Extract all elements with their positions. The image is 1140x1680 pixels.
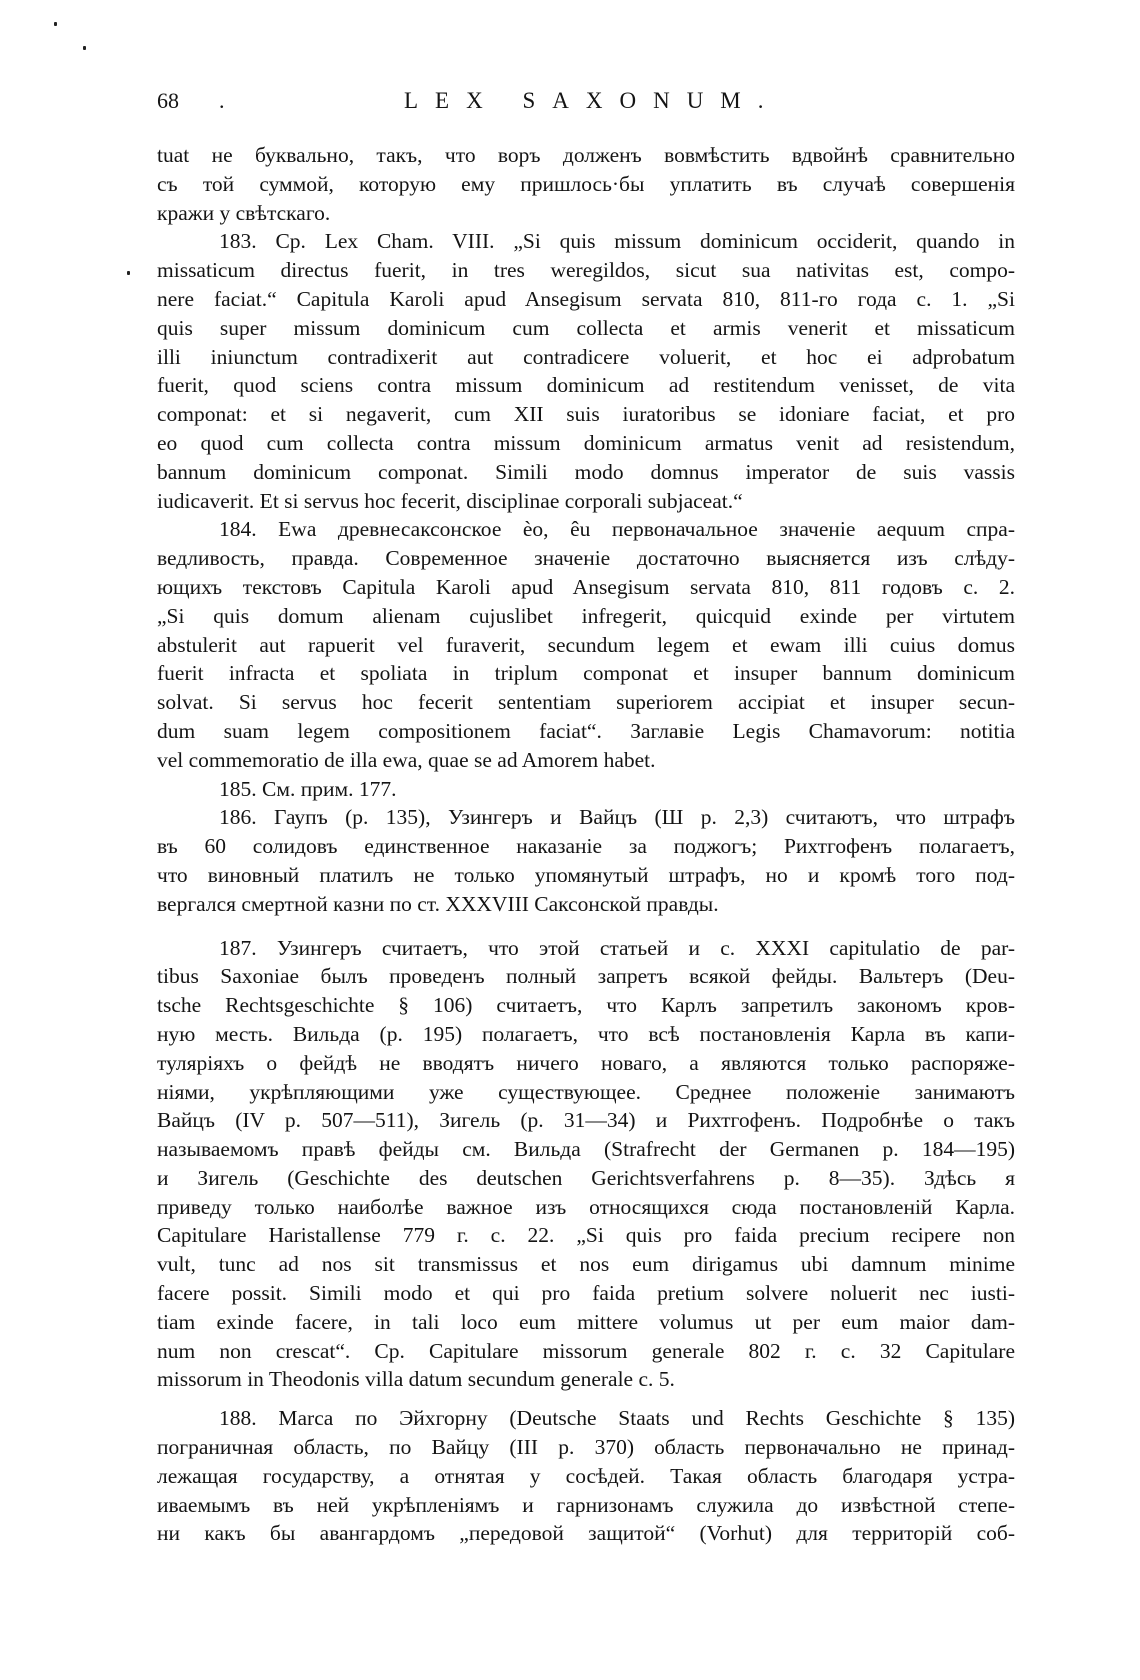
text-line: ни какъ бы авангардомъ „передовой защитой“ (Vorhut) для территорій соб- [157, 1521, 1015, 1546]
text-line: abstulerit aut rapuerit vel furaverit, secundum legem et ewam illi cuius domus [157, 632, 1015, 657]
text-line: 184. Ewa древнесаксонское èo, êu первоначальное значеніе aequum спра- [219, 517, 1015, 542]
text-line: vel commemoratio de illa ewa, quae se ad Amorem habet. [157, 747, 656, 772]
text-line: tsche Rechtsgeschichte § 106) считаетъ, что Карлъ запретилъ закономъ кров- [157, 993, 1015, 1018]
text-line: ющихъ текстовъ Capitula Karoli apud Ansegisum servata 810, 811 годовъ с. 2. [157, 574, 1015, 599]
text-line: съ той суммой, которую ему пришлось·бы уплатить въ случаѣ совершенія [157, 171, 1015, 196]
text-line: iudicaverit. Et si servus hoc fecerit, disciplinae corporali subjaceat.“ [157, 488, 743, 513]
text-line: лежащая государству, а отнятая у сосѣдей. Такая область благодаря устра- [157, 1463, 1015, 1488]
text-line: что виновный платилъ не только упомянутый штрафъ, но и кромѣ того под- [157, 862, 1015, 887]
footnote-paragraph [157, 141, 1015, 227]
text-line: tiam exinde facere, in tali loco eum mittere volumus ut per eum maior dam- [157, 1309, 1015, 1334]
text-line: illi iniunctum contradixerit aut contradicere voluerit, et hoc ei adprobatum [157, 344, 1015, 369]
text-line: 188. Marca по Эйхгорну (Deutsche Staats und Rechts Geschichte § 135) [219, 1406, 1015, 1431]
text-line: Capitulare Haristallense 779 г. с. 22. „Si quis pro faida precium recipere non [157, 1223, 1015, 1248]
text-line: 183. Ср. Lex Cham. VIII. „Si quis missum dominicum occiderit, quando in [219, 229, 1015, 254]
text-line: вергался смертной казни по ст. XXXVIII Саксонской правды. [157, 891, 719, 916]
text-line: dum suam legem compositionem faciat“. Заглавіе Legis Chamavorum: notitia [157, 718, 1015, 743]
text-line: туляріяхъ о фейдѣ не вводятъ ничего новаго, а являются только распоряже- [157, 1050, 1015, 1075]
scan-speck [127, 271, 130, 275]
page-number: 68 [157, 88, 179, 113]
text-line: vult, tunc ad nos sit transmissus et nos eum dirigamus ubi damnum minime [157, 1252, 1015, 1277]
text-line: „Si quis domum alienam cujuslibet infregerit, quicquid exinde per virtutem [157, 603, 1015, 628]
text-line: tibus Saxoniae былъ проведенъ полный запретъ всякой фейды. Вальтеръ (Deu- [157, 964, 1015, 989]
text-line: въ 60 солидовъ единственное наказаніе за поджогъ; Рихтгофенъ полагаетъ, [157, 834, 1015, 859]
running-title: LEX SAXONUM. [404, 88, 781, 113]
text-line: num non crescat“. Ср. Capitulare missorum generale 802 г. с. 32 Capitulare [157, 1338, 1015, 1363]
text-line: componat: et si negaverit, cum XII suis iuratoribus se idoniare faciat, et pro [157, 402, 1015, 427]
footnote-paragraph [157, 775, 1015, 804]
text-line: solvat. Si servus hoc fecerit sententiam superiorem accipiat et insuper secun- [157, 690, 1015, 715]
text-line: ведливость, правда. Современное значеніе достаточно выясняется изъ слѣду- [157, 546, 1015, 571]
text-line: nere faciat.“ Capitula Karoli apud Ansegisum servata 810, 811-го года с. 1. „Si [157, 286, 1015, 311]
page-body [157, 141, 1015, 1548]
text-line: facere possit. Simili modo et qui pro faida pretium solvere noluerit nec iusti- [157, 1281, 1015, 1306]
text-line: иваемымъ въ ней укрѣпленіямъ и гарнизонамъ служила до извѣстной степе- [157, 1492, 1015, 1517]
text-line: missorum in Theodonis villa datum secundum generale с. 5. [157, 1367, 675, 1392]
footnote-paragraph [157, 515, 1015, 774]
text-line: ніями, укрѣпляющими уже существующее. Среднее положеніе занимаютъ [157, 1079, 1015, 1104]
text-line: кражи у свѣтскаго. [157, 200, 331, 225]
text-line: называемомъ правѣ фейды см. Вильда (Strafrecht der Germanen p. 184—195) [157, 1137, 1015, 1162]
text-line: eo quod cum collecta contra missum dominicum armatus venit ad resistendum, [157, 430, 1015, 455]
footnote-paragraph [157, 934, 1015, 1395]
footnote-paragraph [157, 803, 1015, 918]
text-line: bannum dominicum componat. Simili modo domnus imperator de suis vassis [157, 459, 1015, 484]
text-line: 186. Гаупъ (p. 135), Узингеръ и Вайцъ (Ш p. 2,3) считаютъ, что штрафъ [219, 805, 1015, 830]
text-line: fuerit, quod sciens contra missum dominicum ad restitendum venisset, de vita [157, 373, 1015, 398]
text-line: fuerit infracta et spoliata in triplum componat et insuper bannum dominicum [157, 661, 1015, 686]
header-separator: . [219, 88, 225, 113]
text-line: missaticum directus fuerit, in tres weregildos, sicut sua nativitas est, compo- [157, 258, 1015, 283]
text-line: пограничная область, по Вайцу (III p. 370) область первоначально не принад- [157, 1435, 1015, 1460]
text-line: Вайцъ (IV p. 507—511), Зигель (p. 31—34) и Рихтгофенъ. Подробнѣе о такъ [157, 1108, 1015, 1133]
scan-speck [54, 22, 57, 26]
scan-speck [83, 46, 86, 50]
text-line: и Зигель (Geschichte des deutschen Gerichtsverfahrens p. 8—35). Здѣсь я [157, 1165, 1015, 1190]
text-line: quis super missum dominicum cum collecta et armis venerit et missaticum [157, 315, 1015, 340]
text-line: 185. См. прим. 177. [219, 776, 397, 801]
footnote-paragraph [157, 1404, 1015, 1548]
page-header [157, 88, 1015, 118]
footnote-paragraph [157, 227, 1015, 515]
text-line: приведу только наиболѣе важное изъ относящихся сюда постановленій Карла. [157, 1194, 1015, 1219]
text-line: tuat не буквально, такъ, что воръ долженъ вовмѣстить вдвойнѣ сравнительно [157, 143, 1015, 167]
text-line: ную месть. Вильда (p. 195) полагаетъ, что всѣ постановленія Карла въ капи- [157, 1021, 1015, 1046]
text-line: 187. Узингеръ считаетъ, что этой статьей и с. XXXI capitulatio de par- [219, 935, 1015, 960]
